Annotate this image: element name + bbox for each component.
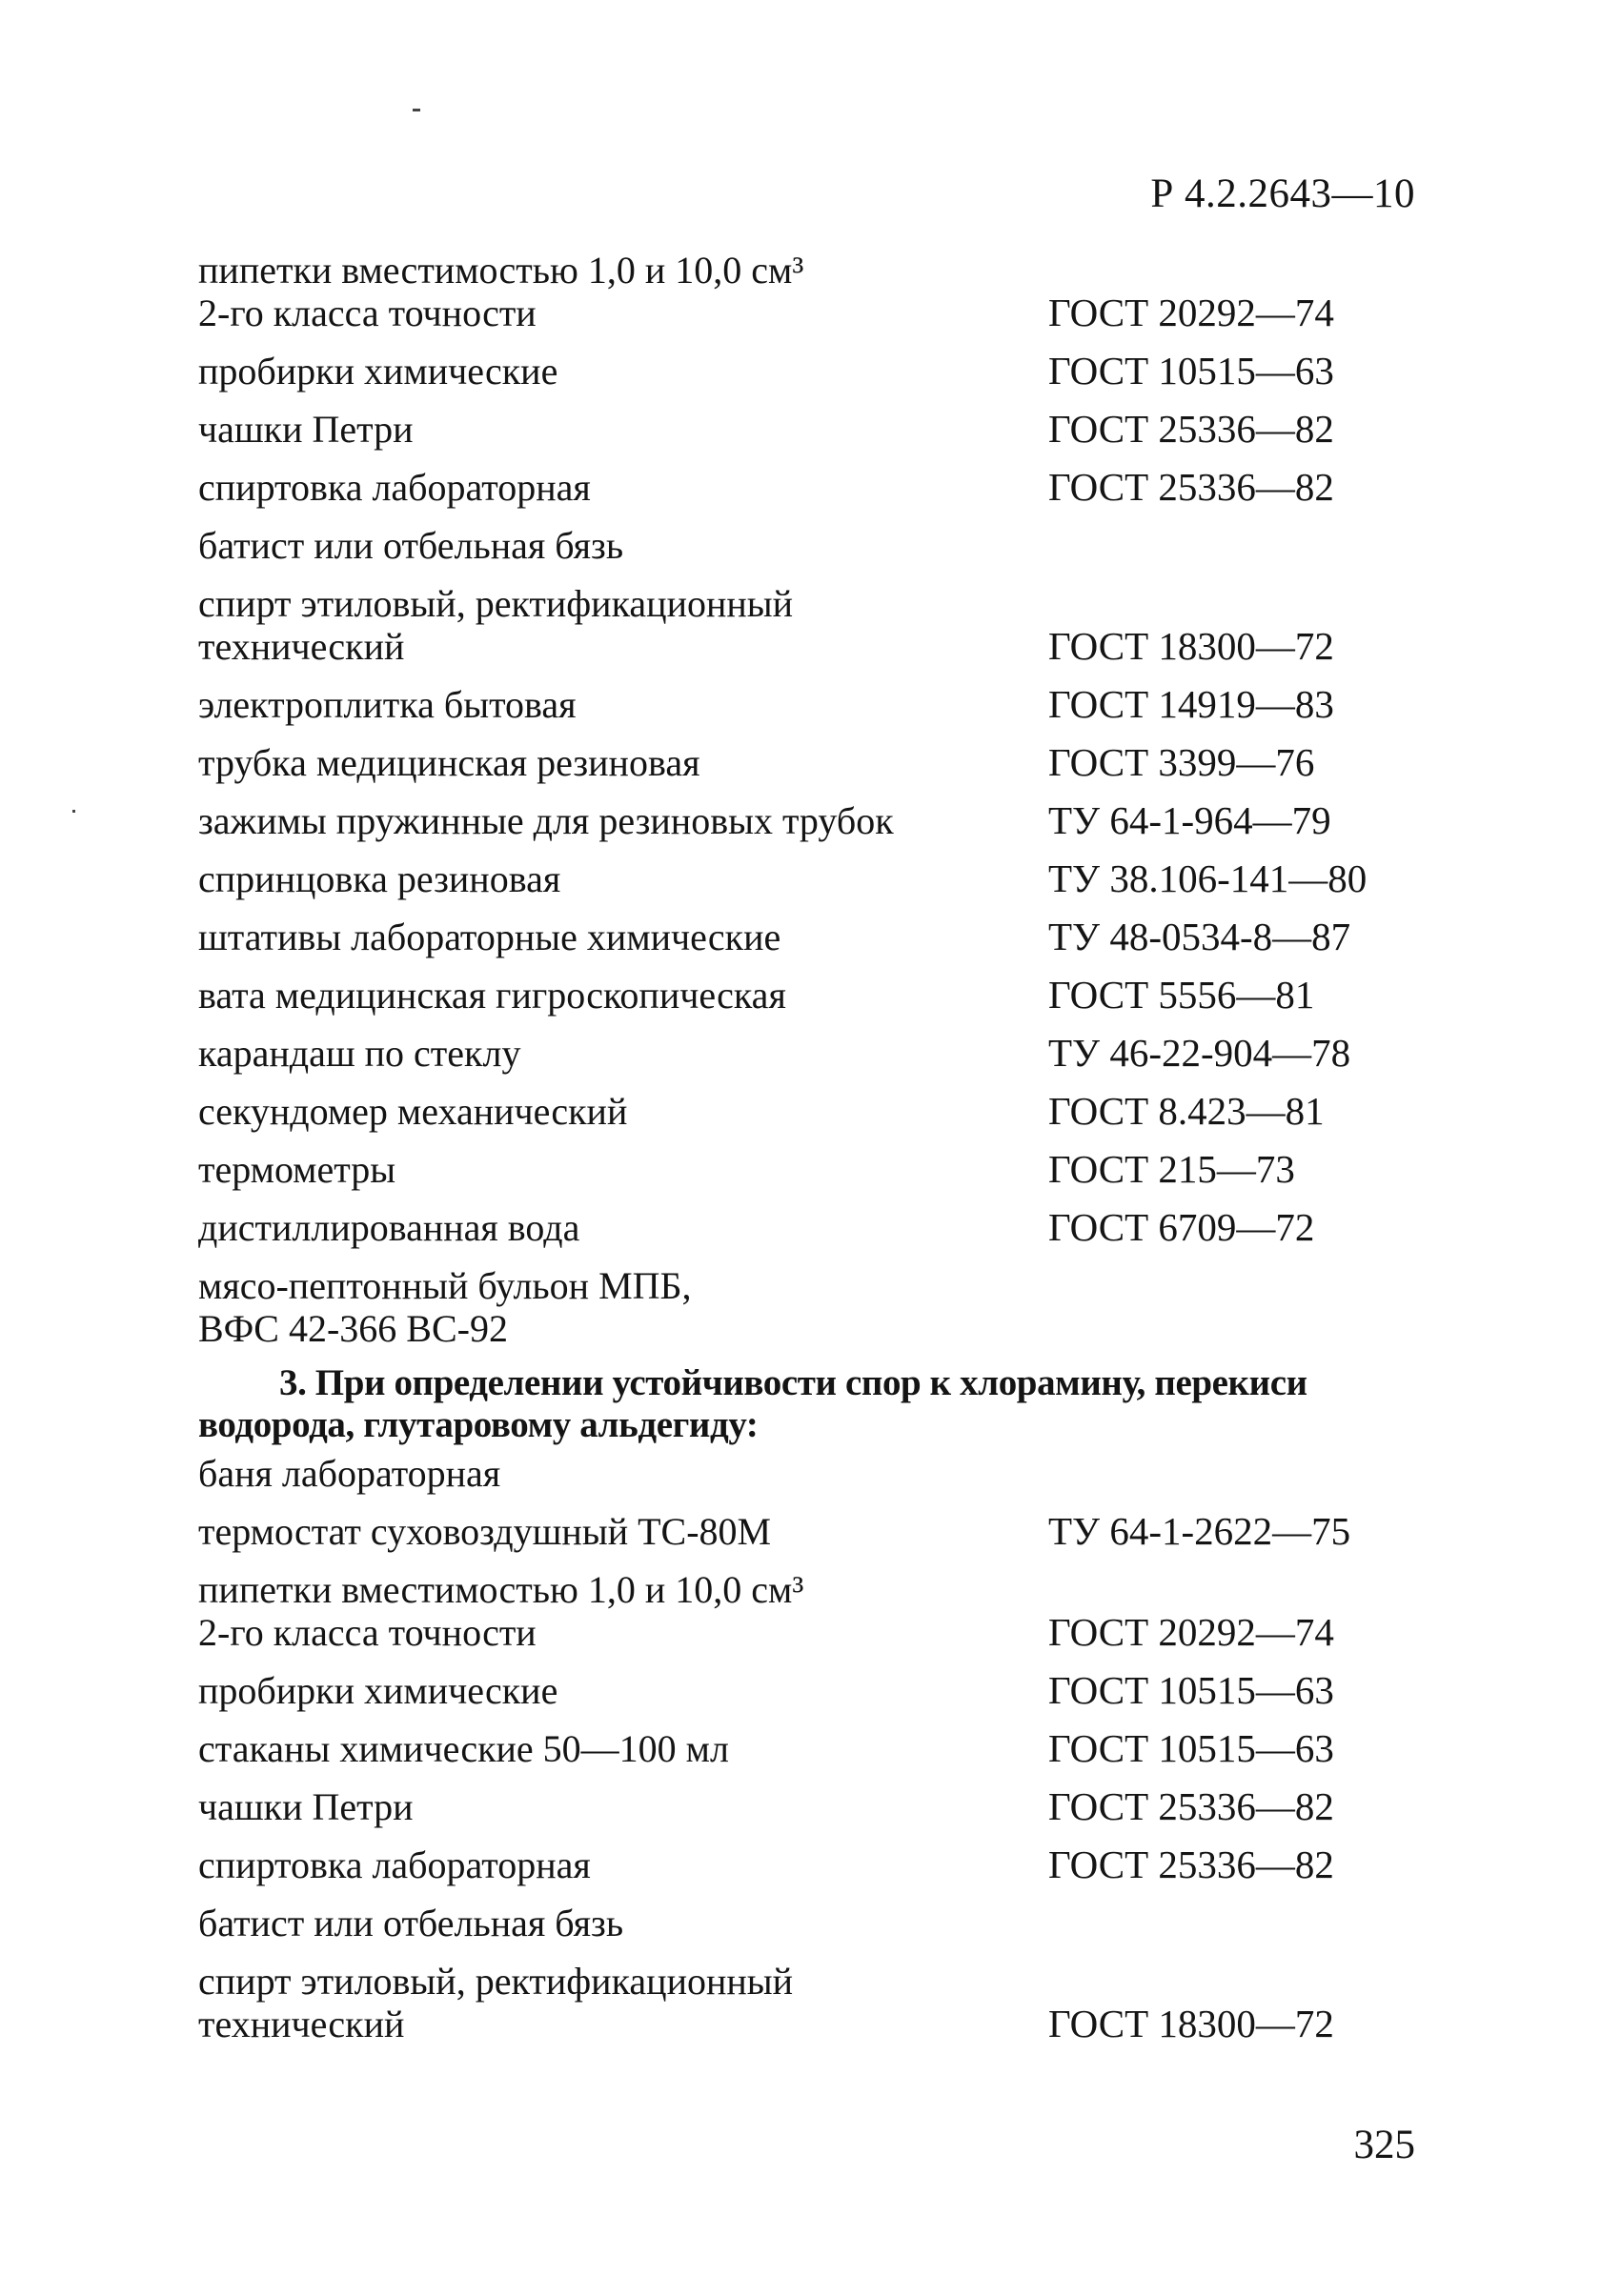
section-heading: 3. При определении устойчивости спор к хлорамину, перекиси водорода, глутаровому альдегиду: <box>198 1362 1307 1445</box>
list-item <box>198 393 1437 451</box>
item-name: спирт этиловый, ректификационный технический <box>198 1960 794 2045</box>
item-standard: ГОСТ 25336—82 <box>1048 465 1334 509</box>
item-name: спирт этиловый, ректификационный технический <box>198 582 794 668</box>
item-standard: ГОСТ 10515—63 <box>1048 349 1334 393</box>
list-item <box>198 1712 1437 1770</box>
list-item <box>198 1437 1437 1495</box>
list-item <box>198 1553 1437 1654</box>
item-name: трубка медицинская резиновая <box>198 741 700 784</box>
equipment-list-1 <box>198 233 1437 1350</box>
item-standard: ГОСТ 3399—76 <box>1048 740 1315 784</box>
item-standard: ГОСТ 25336—82 <box>1048 1784 1334 1828</box>
item-name: пробирки химические <box>198 350 558 393</box>
list-item <box>198 1944 1437 2045</box>
page-number: 325 <box>1353 2123 1415 2167</box>
scan-speck <box>72 810 75 813</box>
item-standard: ГОСТ 10515—63 <box>1048 1668 1334 1712</box>
list-item <box>198 509 1437 567</box>
item-standard: ГОСТ 18300—72 <box>1048 624 1334 668</box>
list-item <box>198 1828 1437 1886</box>
item-standard: ГОСТ 10515—63 <box>1048 1726 1334 1770</box>
item-standard: ТУ 38.106-141—80 <box>1048 856 1368 900</box>
list-item <box>198 451 1437 509</box>
item-name: термостат суховоздушный ТС-80М <box>198 1510 772 1553</box>
list-item <box>198 233 1437 334</box>
item-standard: ГОСТ 6709—72 <box>1048 1205 1315 1249</box>
item-standard: ГОСТ 8.423—81 <box>1048 1089 1325 1133</box>
item-standard: ГОСТ 18300—72 <box>1048 2002 1334 2045</box>
item-name: батист или отбельная бязь <box>198 524 624 567</box>
item-name: батист или отбельная бязь <box>198 1902 624 1944</box>
item-name: пипетки вместимостью 1,0 и 10,0 см³ 2-го класса точности <box>198 249 804 334</box>
item-name: дистиллированная вода <box>198 1206 580 1249</box>
list-item <box>198 1249 1437 1350</box>
equipment-list-2 <box>198 1437 1437 2045</box>
item-name: карандаш по стеклу <box>198 1032 521 1075</box>
list-item <box>198 726 1437 784</box>
item-standard: ГОСТ 25336—82 <box>1048 407 1334 451</box>
item-name: спринцовка резиновая <box>198 857 561 900</box>
scan-speck <box>413 109 420 111</box>
list-item <box>198 900 1437 958</box>
item-name: вата медицинская гигроскопическая <box>198 974 786 1017</box>
item-name: мясо-пептонный бульон МПБ, ВФС 42-366 ВС-92 <box>198 1264 692 1350</box>
item-name: зажимы пружинные для резиновых трубок <box>198 799 894 842</box>
list-item <box>198 668 1437 726</box>
list-item <box>198 1191 1437 1249</box>
item-name: чашки Петри <box>198 1785 414 1828</box>
item-name: чашки Петри <box>198 408 414 451</box>
item-name: стаканы химические 50—100 мл <box>198 1727 729 1770</box>
item-name: пипетки вместимостью 1,0 и 10,0 см³ 2-го класса точности <box>198 1568 804 1654</box>
item-name: секундомер механический <box>198 1090 628 1133</box>
list-item <box>198 1886 1437 1944</box>
list-item <box>198 1654 1437 1712</box>
item-standard: ТУ 48-0534-8—87 <box>1048 915 1351 958</box>
item-name: спиртовка лабораторная <box>198 466 591 509</box>
list-item <box>198 1017 1437 1075</box>
item-standard: ГОСТ 5556—81 <box>1048 973 1315 1017</box>
list-item <box>198 842 1437 900</box>
item-standard: ГОСТ 25336—82 <box>1048 1843 1334 1886</box>
item-name: спиртовка лабораторная <box>198 1843 591 1886</box>
list-item <box>198 1075 1437 1133</box>
item-standard: ТУ 64-1-2622—75 <box>1048 1509 1351 1553</box>
item-standard: ГОСТ 14919—83 <box>1048 682 1334 726</box>
item-standard: ГОСТ 20292—74 <box>1048 1610 1334 1654</box>
list-item <box>198 334 1437 393</box>
list-item <box>198 958 1437 1017</box>
document-code: Р 4.2.2643—10 <box>1150 171 1415 216</box>
item-standard: ГОСТ 20292—74 <box>1048 291 1334 334</box>
item-standard: ТУ 64-1-964—79 <box>1048 798 1331 842</box>
item-standard: ГОСТ 215—73 <box>1048 1147 1295 1191</box>
item-name: пробирки химические <box>198 1669 558 1712</box>
list-item <box>198 567 1437 668</box>
list-item <box>198 1133 1437 1191</box>
item-name: электроплитка бытовая <box>198 683 577 726</box>
list-item <box>198 1770 1437 1828</box>
item-standard: ТУ 46-22-904—78 <box>1048 1031 1351 1075</box>
item-name: штативы лабораторные химические <box>198 916 781 958</box>
item-name: баня лабораторная <box>198 1452 501 1495</box>
item-name: термометры <box>198 1148 396 1191</box>
list-item <box>198 1495 1437 1553</box>
list-item <box>198 784 1437 842</box>
